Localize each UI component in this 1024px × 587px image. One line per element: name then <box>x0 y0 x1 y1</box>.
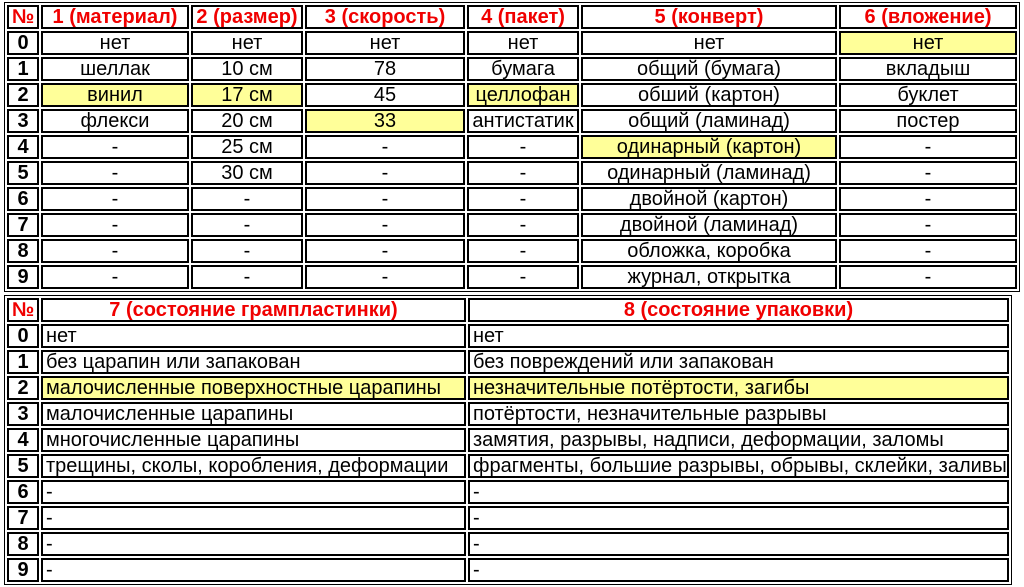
code-cell: - <box>839 187 1017 211</box>
header-row <box>7 298 1009 322</box>
code-cell: - <box>41 187 189 211</box>
code-cell: - <box>305 135 465 159</box>
code-cell: - <box>41 480 466 504</box>
code-cell: - <box>467 239 579 263</box>
code-cell: общий (бумага) <box>581 57 837 81</box>
row-number-cell: 1 <box>7 350 39 374</box>
code-cell-highlighted: винил <box>41 83 189 107</box>
code-cell: постер <box>839 109 1017 133</box>
row-number-cell: 3 <box>7 402 39 426</box>
code-cell-highlighted: малочисленные поверхностные царапины <box>41 376 466 400</box>
header-row <box>7 5 1017 29</box>
code-cell: 45 <box>305 83 465 107</box>
code-cell: - <box>468 558 1009 582</box>
row-number-cell: 7 <box>7 506 39 530</box>
table-row <box>7 161 1017 185</box>
code-cell: - <box>41 532 466 556</box>
code-cell: - <box>305 213 465 237</box>
column-header: 4 (пакет) <box>467 5 579 29</box>
code-cell: двойной (ламинад) <box>581 213 837 237</box>
code-cell: замятия, разрывы, надписи, деформации, заломы <box>468 428 1009 452</box>
code-cell: - <box>839 239 1017 263</box>
row-number-cell: 9 <box>7 265 39 289</box>
code-cell: - <box>41 265 189 289</box>
table-row <box>7 324 1009 348</box>
code-cell: 30 см <box>191 161 303 185</box>
code-cell: обложка, коробка <box>581 239 837 263</box>
code-cell: многочисленные царапины <box>41 428 466 452</box>
row-number-cell: 4 <box>7 135 39 159</box>
code-cell: - <box>305 187 465 211</box>
table-row <box>7 135 1017 159</box>
row-number-cell: 6 <box>7 480 39 504</box>
row-number-cell: 0 <box>7 31 39 55</box>
row-number-cell: 5 <box>7 454 39 478</box>
code-cell: - <box>191 213 303 237</box>
condition-code-table <box>4 295 1012 585</box>
column-header: 1 (материал) <box>41 5 189 29</box>
column-header: 3 (скорость) <box>305 5 465 29</box>
code-cell: - <box>839 161 1017 185</box>
table-row <box>7 532 1009 556</box>
code-cell: антистатик <box>467 109 579 133</box>
code-cell: буклет <box>839 83 1017 107</box>
table-row <box>7 376 1009 400</box>
code-cell: - <box>305 239 465 263</box>
table-row <box>7 558 1009 582</box>
code-cell: - <box>305 161 465 185</box>
code-cell: - <box>467 213 579 237</box>
table-row <box>7 31 1017 55</box>
code-cell: - <box>468 532 1009 556</box>
code-cell: - <box>191 239 303 263</box>
table-row <box>7 213 1017 237</box>
code-cell: 25 см <box>191 135 303 159</box>
code-cell: - <box>191 265 303 289</box>
table-row <box>7 480 1009 504</box>
row-number-cell: 4 <box>7 428 39 452</box>
column-header: 6 (вложение) <box>839 5 1017 29</box>
code-cell: малочисленные царапины <box>41 402 466 426</box>
code-cell: нет <box>191 31 303 55</box>
table-row <box>7 454 1009 478</box>
table-row <box>7 83 1017 107</box>
code-cell-highlighted: нет <box>839 31 1017 55</box>
row-number-header: № <box>7 298 39 322</box>
code-cell: - <box>467 135 579 159</box>
column-header: 7 (состояние грампластинки) <box>41 298 466 322</box>
code-cell: нет <box>467 31 579 55</box>
code-cell: - <box>41 558 466 582</box>
code-cell-highlighted: 17 см <box>191 83 303 107</box>
table-row <box>7 239 1017 263</box>
code-cell-highlighted: незначительные потёртости, загибы <box>468 376 1009 400</box>
code-cell: - <box>839 213 1017 237</box>
record-code-table <box>4 2 1020 292</box>
row-number-cell: 1 <box>7 57 39 81</box>
code-cell: журнал, открытка <box>581 265 837 289</box>
code-cell: одинарный (ламинад) <box>581 161 837 185</box>
code-cell-highlighted: 33 <box>305 109 465 133</box>
table-row <box>7 57 1017 81</box>
code-cell: - <box>41 135 189 159</box>
code-cell: 10 см <box>191 57 303 81</box>
code-cell: без царапин или запакован <box>41 350 466 374</box>
code-cell: - <box>41 506 466 530</box>
code-cell: - <box>191 187 303 211</box>
column-header: 5 (конверт) <box>581 5 837 29</box>
code-cell: - <box>41 239 189 263</box>
code-cell: потёртости, незначительные разрывы <box>468 402 1009 426</box>
code-cell: - <box>839 265 1017 289</box>
code-cell: - <box>468 506 1009 530</box>
code-cell-highlighted: целлофан <box>467 83 579 107</box>
code-cell: нет <box>468 324 1009 348</box>
row-number-cell: 2 <box>7 83 39 107</box>
code-cell: нет <box>41 324 466 348</box>
code-cell: трещины, сколы, коробления, деформации <box>41 454 466 478</box>
table-row <box>7 187 1017 211</box>
code-cell: 78 <box>305 57 465 81</box>
row-number-cell: 6 <box>7 187 39 211</box>
code-cell: - <box>468 480 1009 504</box>
table-row <box>7 350 1009 374</box>
row-number-cell: 7 <box>7 213 39 237</box>
column-header: 2 (размер) <box>191 5 303 29</box>
code-cell: - <box>41 213 189 237</box>
row-number-cell: 3 <box>7 109 39 133</box>
column-header: 8 (состояние упаковки) <box>468 298 1009 322</box>
table-row <box>7 265 1017 289</box>
row-number-cell: 2 <box>7 376 39 400</box>
table-row <box>7 428 1009 452</box>
code-cell: общий (ламинад) <box>581 109 837 133</box>
code-cell: - <box>839 135 1017 159</box>
code-cell: фрагменты, большие разрывы, обрывы, склейки, заливы <box>468 454 1009 478</box>
code-cell: шеллак <box>41 57 189 81</box>
row-number-cell: 8 <box>7 532 39 556</box>
code-cell: без повреждений или запакован <box>468 350 1009 374</box>
code-cell: - <box>467 161 579 185</box>
code-cell: 20 см <box>191 109 303 133</box>
table-row <box>7 109 1017 133</box>
code-cell: нет <box>305 31 465 55</box>
page <box>4 2 1020 585</box>
code-cell: - <box>41 161 189 185</box>
code-cell: обший (картон) <box>581 83 837 107</box>
row-number-cell: 5 <box>7 161 39 185</box>
row-number-cell: 0 <box>7 324 39 348</box>
code-cell: флекси <box>41 109 189 133</box>
row-number-header: № <box>7 5 39 29</box>
code-cell: - <box>305 265 465 289</box>
code-cell: - <box>467 187 579 211</box>
code-cell: вкладыш <box>839 57 1017 81</box>
row-number-cell: 8 <box>7 239 39 263</box>
code-cell: бумага <box>467 57 579 81</box>
table-row <box>7 402 1009 426</box>
code-cell: нет <box>41 31 189 55</box>
code-cell: двойной (картон) <box>581 187 837 211</box>
code-cell: нет <box>581 31 837 55</box>
row-number-cell: 9 <box>7 558 39 582</box>
code-cell-highlighted: одинарный (картон) <box>581 135 837 159</box>
table-row <box>7 506 1009 530</box>
code-cell: - <box>467 265 579 289</box>
